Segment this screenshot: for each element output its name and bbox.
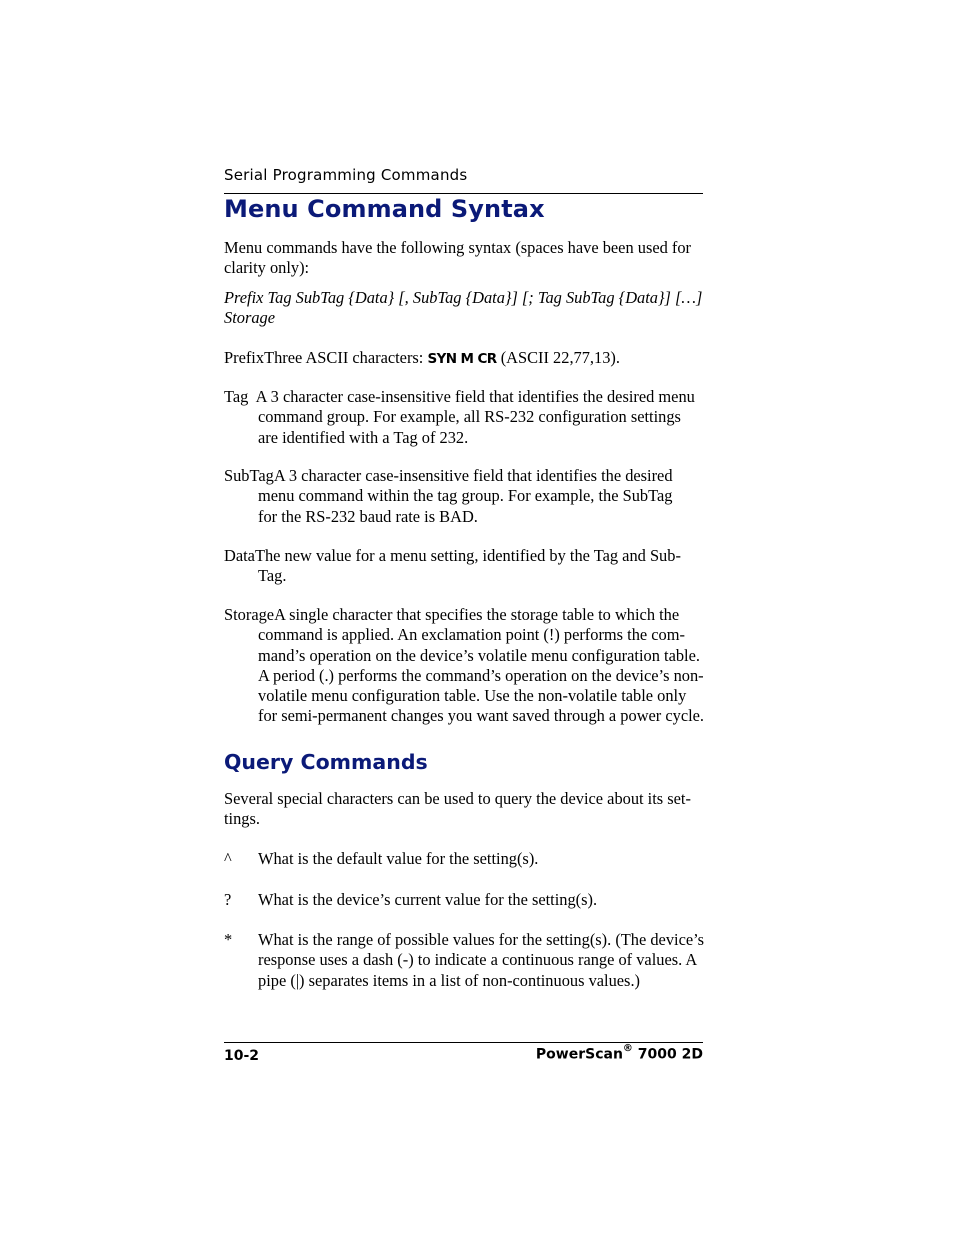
footer-model: 7000 2D [632,1046,703,1063]
footer-product-name: PowerScan [535,1046,623,1063]
definition-text: A 3 character case-insensitive field that identifies the desired menu [255,387,695,406]
footer-product [536,1045,703,1063]
definition-line: for semi-permanent changes you want saved through a power cycle. [258,706,705,726]
intro-line: Menu commands have the following syntax (spaces have been used for [224,238,691,257]
prefix-definition [224,348,703,369]
header-rule [224,193,703,194]
definition-text: A 3 character case-insensitive field that identifies the desired [273,466,673,485]
query-item-current [224,890,703,910]
prefix-term: Prefix [224,348,265,367]
query-item-default [224,849,703,869]
query-symbol: ^ [224,849,232,868]
running-header: Serial Programming Commands [224,166,468,184]
query-text: What is the default value for the setting(s). [258,849,539,868]
page-title: Menu Command Syntax [224,195,545,223]
definition-line [224,605,703,625]
syntax-line: Storage [224,308,275,328]
definition-text: The new value for a menu setting, identified by the Tag and Sub- [254,546,681,565]
definition-tag [224,387,703,448]
query-text: pipe (|) separates items in a list of non-continuous values.) [258,970,640,990]
definition-data [224,546,703,587]
definition-line [224,546,703,566]
definition-line: are identified with a Tag of 232. [258,427,469,447]
query-text: What is the range of possible values for the setting(s). (The device’s [258,930,705,949]
definition-line [224,387,703,407]
definition-line [224,466,703,486]
query-symbol: * [224,930,233,949]
definition-line: for the RS-232 baud rate is BAD. [258,506,478,526]
query-text: response uses a dash (-) to indicate a continuous range of values. A [258,950,698,970]
query-intro-line: tings. [224,809,260,829]
query-item-range [224,930,703,991]
query-text: What is the device’s current value for the setting(s). [258,890,598,909]
definition-line: A period (.) performs the command’s operation on the device’s non- [258,665,704,685]
section-heading-query-commands: Query Commands [224,750,428,774]
definition-term: Tag [224,387,249,406]
registered-mark: ® [622,1043,633,1054]
query-intro-line: Several special characters can be used to query the device about its set- [224,789,691,808]
definition-text: A single character that specifies the storage table to which the [274,605,680,624]
query-intro [224,789,703,830]
query-symbol: ? [224,890,232,909]
definition-term: Storage [224,605,275,624]
syntax-paragraph [224,288,703,329]
intro-paragraph [224,238,703,279]
prefix-ascii: (ASCII 22,77,13). [496,348,620,367]
definition-term: SubTag [224,466,274,485]
intro-line: clarity only): [224,258,310,278]
definition-line: Tag. [258,566,287,586]
definition-line: command group. For example, all RS-232 configuration settings [258,407,681,427]
definition-subtag [224,466,703,527]
prefix-text: Three ASCII characters: [264,348,428,367]
definition-storage [224,605,703,727]
footer-page-number: 10-2 [224,1048,260,1064]
definition-line: menu command within the tag group. For example, the SubTag [258,486,673,506]
syntax-line: Prefix Tag SubTag {Data} [, SubTag {Data}] [; Tag SubTag {Data}] […] [224,288,703,307]
definition-line: command is applied. An exclamation point (!) performs the com- [258,625,685,645]
definition-line: mand’s operation on the device’s volatile menu configuration table. [258,645,700,665]
definition-term: Data [224,546,255,565]
prefix-code: SYN M CR [427,351,497,367]
definition-line: volatile menu configuration table. Use the non-volatile table only [258,686,687,706]
